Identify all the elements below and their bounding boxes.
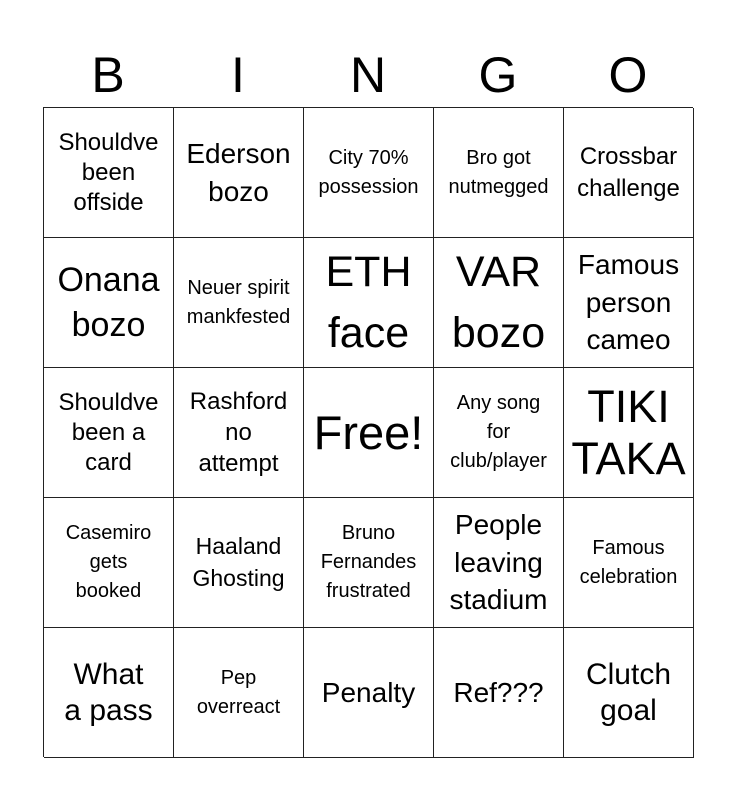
bingo-cell[interactable] [304, 238, 434, 368]
bingo-cell[interactable] [564, 238, 694, 368]
bingo-cell[interactable] [304, 628, 434, 758]
bingo-cell[interactable] [44, 238, 174, 368]
cell-text: Onana bozo [57, 261, 160, 344]
bingo-cell[interactable] [44, 108, 174, 238]
free-space-cell[interactable] [304, 368, 434, 498]
cell-text: Neuer spirit mankfested [186, 276, 291, 328]
bingo-cell[interactable] [44, 498, 174, 628]
cell-text: Haaland Ghosting [192, 533, 285, 591]
header-letter-o: O [608, 47, 648, 103]
cell-text: Free! [313, 405, 424, 459]
cell-text: Ref??? [453, 676, 544, 708]
bingo-cell[interactable] [434, 628, 564, 758]
bingo-cell[interactable] [174, 368, 304, 498]
bingo-cell[interactable] [564, 368, 694, 498]
cell-text: Famous celebration [579, 536, 678, 588]
bingo-header [43, 44, 693, 106]
cell-text: Any song for club/player [450, 392, 547, 472]
bingo-cell[interactable] [44, 628, 174, 758]
cell-text: Shouldve been a card [58, 388, 159, 476]
bingo-grid [43, 107, 693, 757]
bingo-cell[interactable] [174, 108, 304, 238]
bingo-cell[interactable] [564, 108, 694, 238]
bingo-cell[interactable] [174, 238, 304, 368]
header-letter-i: I [231, 47, 245, 103]
cell-text: What a pass [64, 657, 153, 727]
bingo-cell[interactable] [44, 368, 174, 498]
bingo-cell[interactable] [174, 628, 304, 758]
cell-text: Famous person cameo [577, 248, 680, 356]
bingo-cell[interactable] [304, 498, 434, 628]
header-letter-n: N [349, 47, 387, 103]
bingo-cell[interactable] [434, 368, 564, 498]
cell-text: TIKI TAKA [571, 380, 686, 484]
header-letter-g: G [478, 47, 518, 103]
bingo-cell[interactable] [304, 108, 434, 238]
cell-text: Clutch goal [585, 657, 672, 727]
cell-text: VAR bozo [451, 248, 546, 357]
header-letter-b: B [91, 47, 125, 103]
cell-text: Casemiro gets booked [65, 522, 152, 602]
cell-text: Penalty [321, 676, 416, 708]
bingo-cell[interactable] [434, 238, 564, 368]
cell-text: City 70% possession [318, 146, 419, 198]
cell-text: Bruno Fernandes frustrated [320, 522, 417, 602]
bingo-cell[interactable] [434, 498, 564, 628]
cell-text: Rashford no attempt [189, 387, 288, 478]
cell-text: Pep overreact [196, 666, 281, 718]
bingo-cell[interactable] [564, 498, 694, 628]
bingo-cell[interactable] [174, 498, 304, 628]
cell-text: ETH face [325, 248, 412, 357]
bingo-cell[interactable] [564, 628, 694, 758]
cell-text: Crossbar challenge [577, 143, 680, 202]
cell-text: People leaving stadium [449, 508, 548, 616]
bingo-cell[interactable] [434, 108, 564, 238]
cell-text: Shouldve been offside [58, 128, 159, 216]
cell-text: Ederson bozo [186, 137, 291, 207]
cell-text: Bro got nutmegged [448, 146, 549, 198]
